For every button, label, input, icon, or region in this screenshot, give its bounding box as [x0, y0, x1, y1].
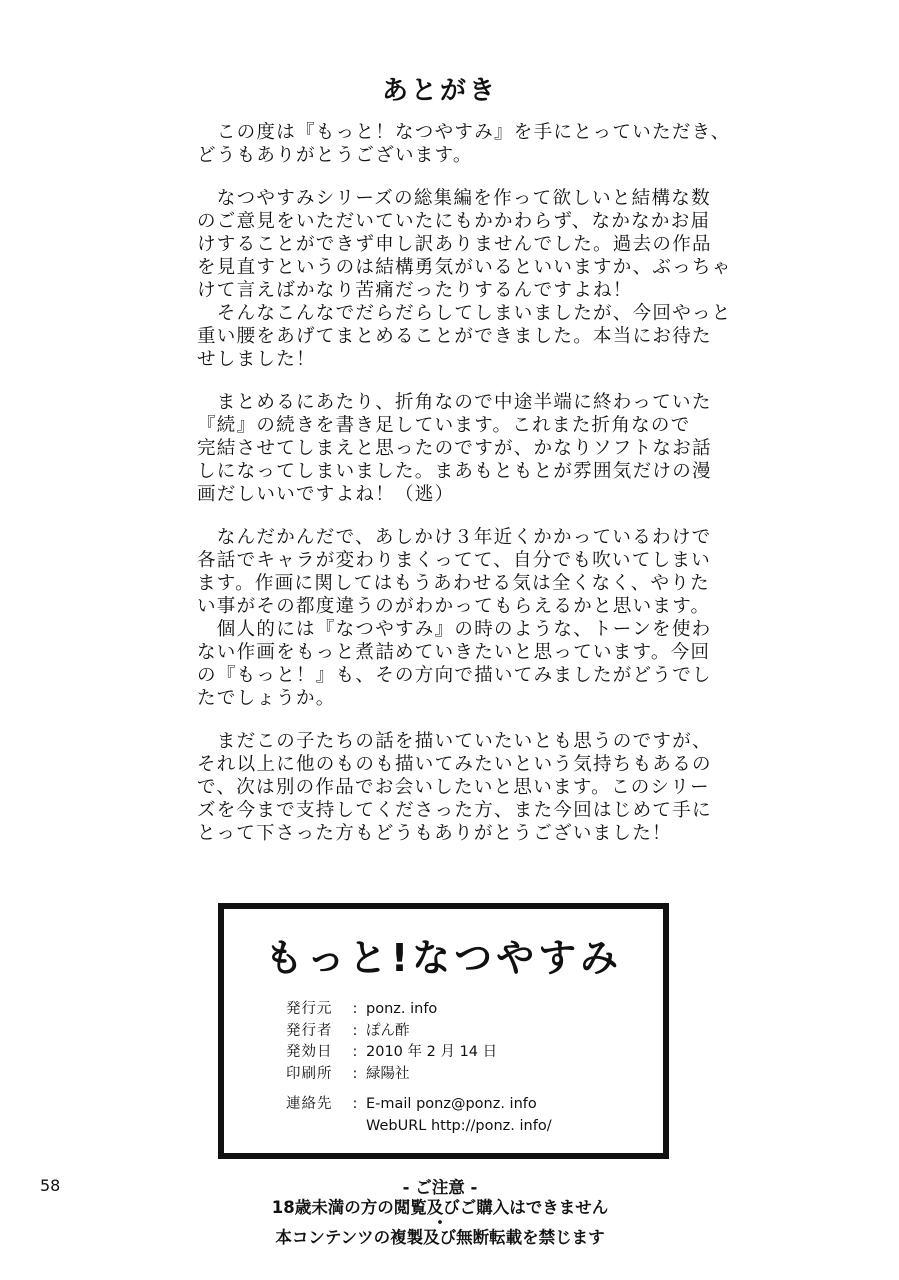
- text-line: しになってしまいました。まあもともとが雰囲気だけの漫: [197, 461, 712, 482]
- text-line: まとめるにあたり、折角なので中途半端に終わっていた: [197, 392, 712, 413]
- text-line: い事がその都度違うのがわかってもらえるかと思います。: [197, 596, 711, 617]
- text-line: せしました！: [197, 349, 316, 370]
- text-line: 『続』の続きを書き足しています。これまた折角なので: [197, 415, 691, 436]
- row-value: 2010 年 2 月 14 日: [366, 1044, 498, 1060]
- text-line: ない作画をもっと煮詰めていきたいと思っています。今回: [197, 642, 711, 663]
- text-line: ます。作画に関してはもうあわせる気は全くなく、やりた: [197, 573, 710, 594]
- text-line: のご意見をいただいていたにもかかわらず、なかなかお届: [197, 211, 711, 232]
- row-label: 発行元: [286, 1001, 333, 1017]
- colophon-row-printer: [286, 1064, 552, 1086]
- notice: [0, 1178, 880, 1248]
- text-line: 個人的には『なつやすみ』の時のような、トーンを使わ: [197, 619, 712, 640]
- row-value: ぽん酢: [366, 1022, 410, 1039]
- row-label: 連絡先: [286, 1096, 333, 1112]
- row-separator: :: [352, 1044, 358, 1060]
- row-separator: :: [352, 1001, 358, 1017]
- text-line: そんなこんなでだらだらしてしまいましたが、今回やっと: [197, 303, 732, 324]
- notice-dot: ・: [431, 1213, 449, 1232]
- row-value: 緑陽社: [366, 1065, 410, 1082]
- text-line: 画だしいいですよね！（逃）: [197, 484, 455, 505]
- paragraph: [197, 526, 737, 710]
- row-label: 印刷所: [286, 1065, 333, 1082]
- text-line: を見直すというのは結構勇気がいるといいますか、ぶっちゃ: [197, 257, 732, 278]
- row-separator: :: [352, 1096, 358, 1112]
- text-line: なんだかんだで、あしかけ３年近くかかっているわけで: [197, 527, 712, 548]
- afterword-body: [197, 121, 737, 865]
- colophon-row-contact: [286, 1094, 552, 1116]
- contact-email: E-mail ponz@ponz. info: [366, 1096, 537, 1112]
- contact-web-url: WebURL http://ponz. info/: [366, 1117, 552, 1134]
- text-line: けて言えばかなり苦痛だったりするんですよね！: [197, 280, 633, 301]
- row-separator: :: [352, 1022, 358, 1039]
- colophon-title: もっと!なつやすみ: [264, 936, 623, 980]
- text-line: けすることができず申し訳ありませんでした。過去の作品: [197, 234, 712, 255]
- paragraph: [197, 121, 737, 167]
- notice-heading: - ご注意 -: [402, 1178, 478, 1197]
- text-line: とって下さった方もどうもありがとうございました！: [197, 823, 672, 844]
- text-line: 重い腰をあげてまとめることができました。本当にお待た: [197, 326, 712, 347]
- text-line: 完結させてしまえと思ったのですが、かなりソフトなお話: [197, 438, 712, 459]
- notice-age-restriction: 18歳未満の方の閲覧及びご購入はできません: [271, 1198, 609, 1217]
- page-title: あとがき: [381, 76, 498, 106]
- colophon-info: [286, 999, 552, 1137]
- text-line: どうもありがとうございます。: [197, 145, 473, 166]
- text-line: この度は『もっと！なつやすみ』を手にとっていただき、: [197, 122, 731, 143]
- page-number: 58: [40, 1176, 61, 1195]
- colophon-row-issuer: [286, 1021, 552, 1043]
- notice-copyright: 本コンテンツの複製及び無断転載を禁じます: [275, 1228, 605, 1247]
- colophon-row-date: [286, 1042, 552, 1064]
- text-line: で、次は別の作品でお会いしたいと思います。このシリー: [197, 777, 710, 798]
- paragraph: [197, 730, 737, 845]
- paragraph: [197, 391, 737, 506]
- colophon-row-web: [286, 1116, 552, 1138]
- row-separator: :: [352, 1065, 358, 1082]
- text-line: ズを今まで支持してくださった方、また今回はじめて手に: [197, 800, 712, 821]
- row-value: ponz. info: [366, 1001, 438, 1017]
- text-line: たでしょうか。: [197, 688, 336, 709]
- row-label: 発効日: [286, 1044, 333, 1060]
- text-line: の『もっと！』も、その方向で描いてみましたがどうでし: [197, 665, 712, 686]
- text-line: まだこの子たちの話を描いていたいとも思うのですが、: [197, 731, 712, 752]
- colophon-box: [218, 903, 669, 1159]
- text-line: 各話でキャラが変わりまくってて、自分でも吹いてしまい: [197, 550, 712, 571]
- text-line: それ以上に他のものも描いてみたいという気持ちもあるの: [197, 754, 712, 775]
- paragraph: [197, 187, 737, 371]
- row-label: 発行者: [286, 1022, 333, 1039]
- colophon-row-publisher: [286, 999, 552, 1021]
- text-line: なつやすみシリーズの総集編を作って欲しいと結構な数: [197, 188, 711, 209]
